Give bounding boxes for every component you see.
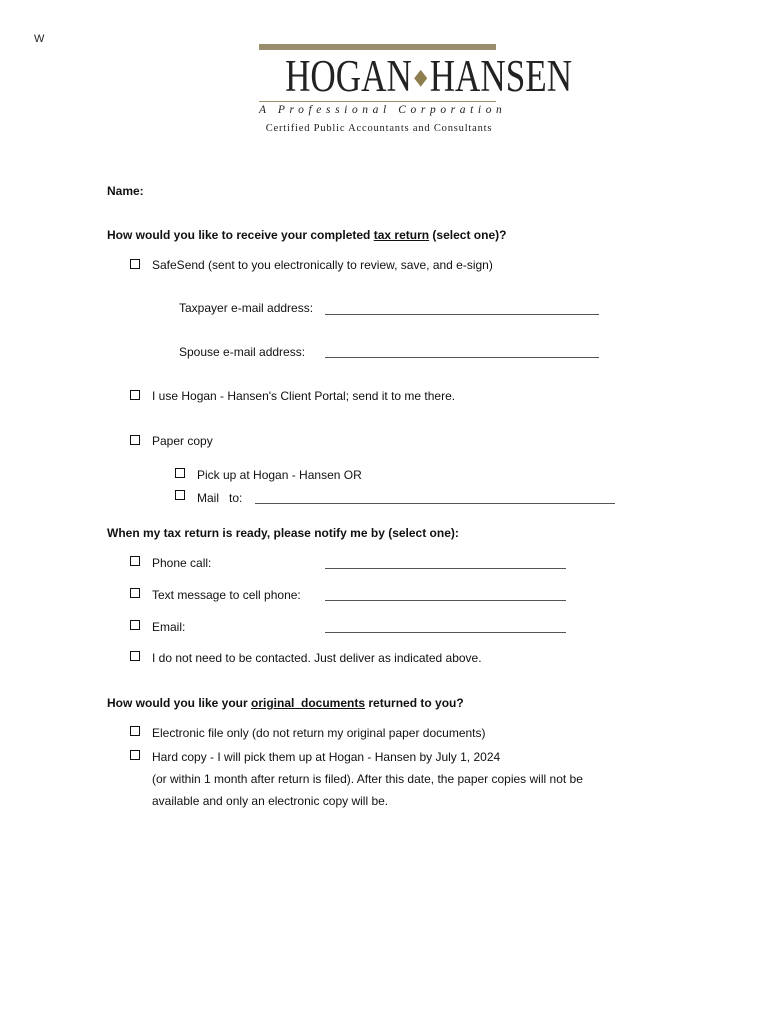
q3-heading-prefix: How would you like your (107, 696, 252, 710)
portal-label: I use Hogan - Hansen's Client Portal; send it to me there. (152, 389, 456, 403)
diamond-icon: ◆ (414, 63, 428, 89)
text-message-label: Text message to cell phone: (152, 588, 301, 602)
email-label: Email: (152, 620, 186, 634)
hard-copy-note-line1: (or within 1 month after return is filed). After this date, the paper copies will not be (152, 772, 583, 786)
taxpayer-email-field[interactable] (325, 314, 599, 315)
email-field[interactable] (325, 632, 566, 633)
spouse-email-field[interactable] (325, 357, 599, 358)
logo-subtitle: Certified Public Accountants and Consultants (265, 123, 493, 134)
safesend-checkbox[interactable] (130, 259, 140, 269)
mail-address-field[interactable] (255, 503, 615, 504)
logo-firm-name (285, 51, 573, 105)
cell-phone-field[interactable] (325, 600, 566, 601)
logo-firm-right: HANSEN (429, 51, 573, 101)
paper-copy-checkbox[interactable] (130, 435, 140, 445)
q1-heading (107, 228, 506, 242)
electronic-file-checkbox[interactable] (130, 726, 140, 736)
logo-firm-left: HOGAN (285, 51, 412, 101)
corner-mark: W (34, 33, 45, 45)
logo-divider (259, 101, 496, 102)
q3-heading-suffix: returned to you? (365, 696, 464, 710)
logo-tagline: A Professional Corporation (259, 104, 507, 116)
email-checkbox[interactable] (130, 620, 140, 630)
q1-heading-suffix: (select one)? (429, 228, 507, 242)
no-contact-checkbox[interactable] (130, 651, 140, 661)
phone-field[interactable] (325, 568, 566, 569)
mail-label: Mail to: (197, 491, 243, 505)
q1-heading-prefix: How would you like to receive your completed (107, 228, 374, 242)
pickup-label: Pick up at Hogan - Hansen OR (197, 468, 362, 482)
pickup-checkbox[interactable] (175, 468, 185, 478)
hard-copy-checkbox[interactable] (130, 750, 140, 760)
hard-copy-note-line2: available and only an electronic copy will be. (152, 794, 389, 808)
electronic-file-label: Electronic file only (do not return my original paper documents) (152, 726, 486, 740)
q3-heading (107, 696, 464, 710)
phone-checkbox[interactable] (130, 556, 140, 566)
portal-checkbox[interactable] (130, 390, 140, 400)
name-label: Name: (107, 184, 144, 198)
hard-copy-label: Hard copy - I will pick them up at Hogan - Hansen by July 1, 2024 (152, 750, 501, 764)
mail-checkbox[interactable] (175, 490, 185, 500)
spouse-email-label: Spouse e-mail address: (179, 345, 306, 359)
q2-heading: When my tax return is ready, please notify me by (select one): (107, 526, 459, 540)
safesend-label: SafeSend (sent to you electronically to review, save, and e-sign) (152, 258, 493, 272)
q3-heading-underlined: original documents (251, 696, 366, 710)
paper-copy-label: Paper copy (152, 434, 213, 448)
q1-heading-underlined: tax return (373, 228, 430, 242)
taxpayer-email-label: Taxpayer e-mail address: (179, 301, 314, 315)
no-contact-label: I do not need to be contacted. Just deliver as indicated above. (152, 651, 482, 665)
phone-label: Phone call: (152, 556, 212, 570)
text-message-checkbox[interactable] (130, 588, 140, 598)
logo-top-bar (259, 44, 496, 50)
